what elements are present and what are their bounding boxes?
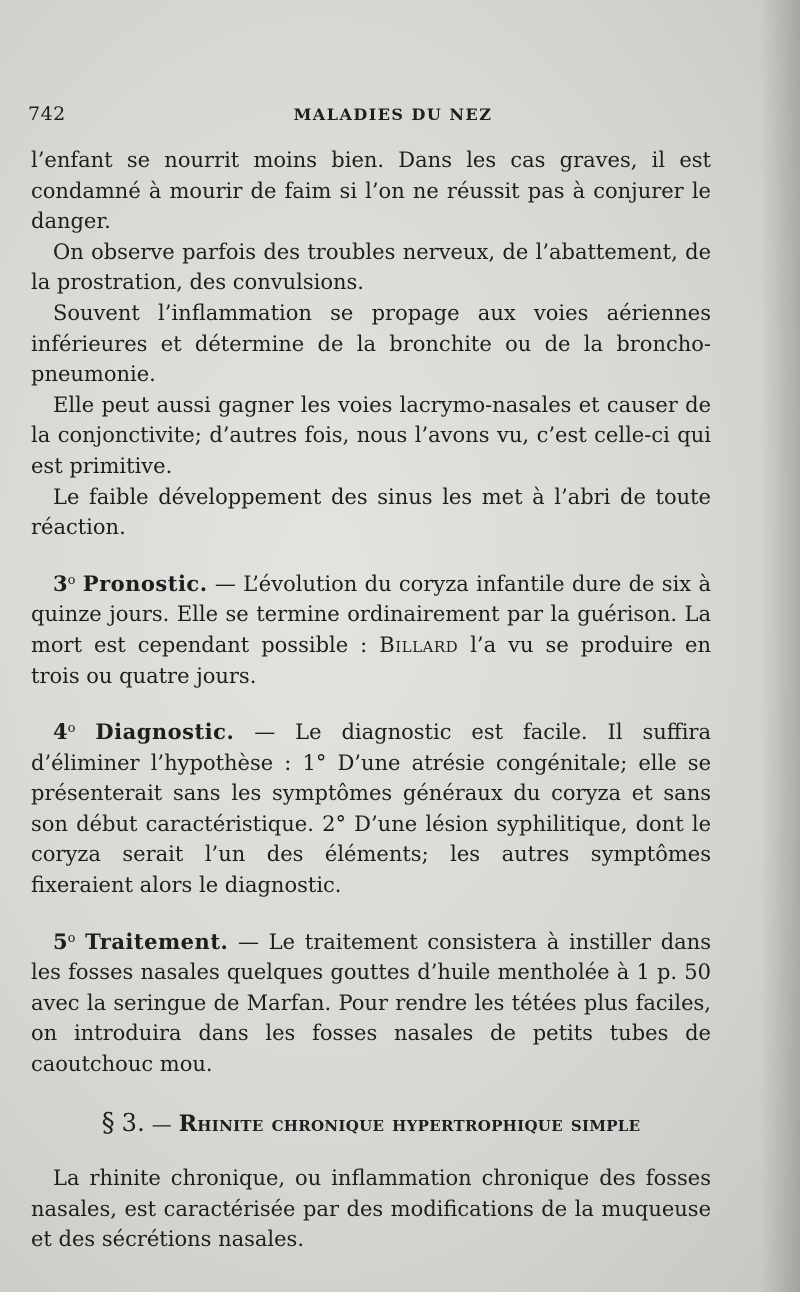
- diagnostic-number: 4: [53, 719, 68, 745]
- section-dash: —: [151, 1111, 173, 1136]
- section-number: 3.: [121, 1108, 146, 1137]
- section-heading: [31, 1108, 711, 1140]
- diagnostic-text: — Le diagnostic est facile. Il suffira d’éliminer l’hypothèse : 1° D’une atrésie congénitale; elle se présenterait sans les symptômes généraux du coryza et sans son début caractéristique. 2° D’une lésion syphilitique, dont le coryza serait l’un des éléments; les autres symptômes fixeraient alors le diagnostic.: [31, 720, 711, 898]
- paragraph-sinus: Le faible développement des sinus les met à l’abri de toute réaction.: [31, 484, 711, 540]
- pronostic-ordinal: o: [67, 572, 76, 588]
- diagnostic-title: Diagnostic.: [95, 719, 235, 745]
- traitement-ordinal: o: [67, 930, 76, 946]
- traitement-title: Traitement.: [85, 928, 229, 954]
- diagnostic-ordinal: o: [67, 721, 76, 737]
- section-sign: §: [101, 1107, 115, 1138]
- section-title: Rhinite chronique hypertrophique simple: [178, 1110, 641, 1137]
- pronostic-author: Billard: [379, 632, 459, 657]
- page-number: 742: [28, 103, 66, 125]
- running-title: MALADIES DU NEZ: [293, 105, 493, 124]
- pronostic-text-before: — L’évolution du coryza infantile dure de six à quinze jours. Elle se termine ordinairement par la guérison. La mort est cependant possible :: [31, 571, 711, 657]
- pronostic-number: 3: [53, 570, 68, 596]
- paragraph-nervous-troubles: On observe parfois des troubles nerveux, de l’abattement, de la prostration, des convulsions.: [31, 239, 711, 295]
- section-pronostic: [31, 566, 711, 691]
- paragraph-inflammation: Souvent l’inflammation se propage aux voies aériennes inférieures et détermine de la bronchite ou de la broncho-pneumonie.: [31, 300, 711, 387]
- paragraph-continuation: l’enfant se nourrit moins bien. Dans les cas graves, il est condamné à mourir de faim si l’on ne réussit pas à conjurer le danger.: [31, 148, 711, 234]
- traitement-text: — Le traitement consistera à instiller dans les fosses nasales quelques gouttes d’huile mentholée à 1 p. 50 avec la seringue de Marfan. Pour rendre les tétées plus faciles, on introduira dans les fosses nasales de petits tubes de caoutchouc mou.: [31, 929, 711, 1077]
- section-traitement: [31, 924, 711, 1080]
- running-header: [28, 103, 718, 129]
- pronostic-title: Pronostic.: [82, 570, 208, 596]
- traitement-number: 5: [53, 928, 68, 954]
- page-edge-shadow: [760, 0, 800, 1292]
- pronostic-text-after: l’a vu se produire en trois ou quatre jours.: [31, 632, 711, 688]
- section-diagnostic: [31, 714, 711, 901]
- page-body: [31, 145, 711, 1255]
- paragraph-lacrymo-nasal: Elle peut aussi gagner les voies lacrymo-nasales et causer de la conjonctivite; d’autres fois, nous l’avons vu, c’est celle-ci qui est primitive.: [31, 392, 711, 478]
- paragraph-rhinite-definition: La rhinite chronique, ou inflammation chronique des fosses nasales, est caractérisée par des modifications de la muqueuse et des sécrétions nasales.: [31, 1166, 711, 1252]
